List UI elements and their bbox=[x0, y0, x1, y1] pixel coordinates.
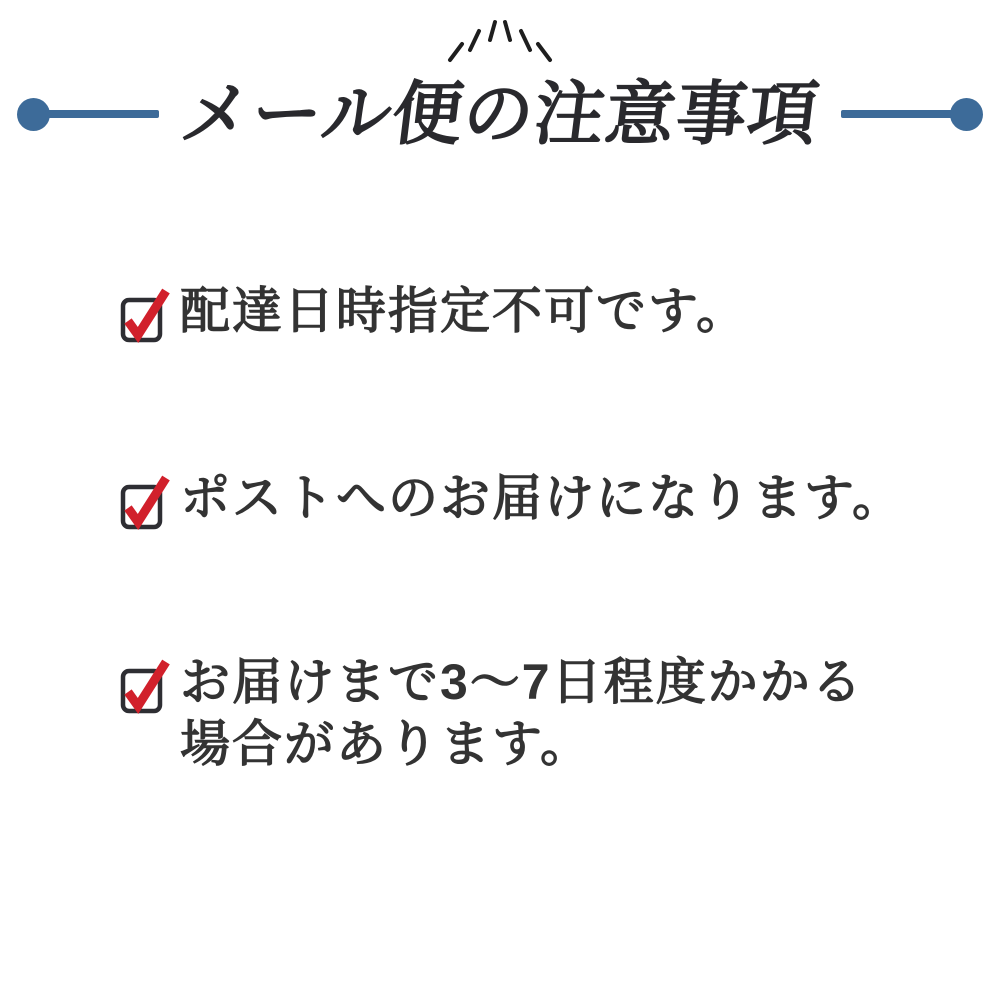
right-decoration bbox=[841, 98, 983, 131]
notice-text bbox=[180, 467, 904, 529]
emphasis-burst-icon bbox=[440, 12, 560, 66]
notice-line: 配達日時指定不可です。 bbox=[180, 283, 748, 339]
accent-line bbox=[841, 110, 955, 118]
notice-text bbox=[180, 651, 864, 775]
notice-line: ポストへのお届けになります。 bbox=[180, 470, 904, 526]
header bbox=[0, 66, 1000, 162]
notice-text bbox=[180, 280, 748, 342]
notice-item bbox=[118, 472, 904, 534]
notice-line: 場合があります。 bbox=[180, 716, 592, 772]
notice-line: お届けまで3〜7日程度かかる bbox=[180, 654, 864, 710]
checked-checkbox-icon bbox=[118, 285, 180, 347]
checked-checkbox-icon bbox=[118, 656, 180, 718]
accent-dot bbox=[950, 98, 983, 131]
checked-checkbox-icon bbox=[118, 472, 180, 534]
accent-line bbox=[45, 110, 159, 118]
notice-item bbox=[118, 656, 864, 775]
notice-item bbox=[118, 285, 748, 347]
page-title: メール便の注意事項 bbox=[176, 75, 824, 153]
left-decoration bbox=[17, 98, 159, 131]
